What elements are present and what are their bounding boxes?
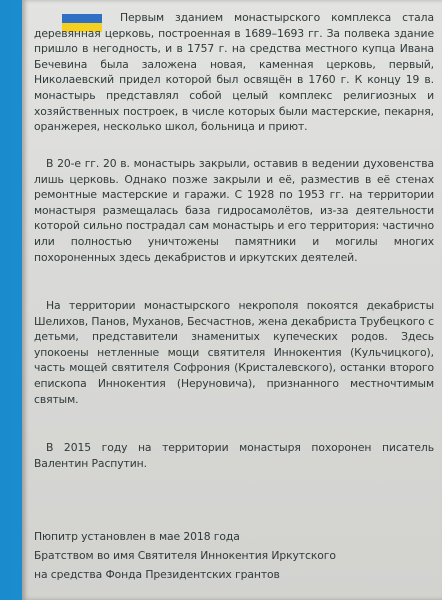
footer-line-brotherhood: Братством во имя Святителя Иннокентия Иркутского [34, 549, 336, 562]
footer-line-installed: Пюпитр установлен в мае 2018 года [34, 530, 240, 543]
paragraph-closure: В 20-е гг. 20 в. монастырь закрыли, оставив в ведении духовенства лишь церковь. Однако позже закрыли и её, разместив в её стенах ремонтные мастерские и гаражи. С 1928 по 1953 гг. на территории монастыря размещалась база гидросамолётов, из-за деятельности которой сильно пострадал сам монастырь и его территория: частично или полностью уничтожены памятники и могилы многих похороненных здесь декабристов и иркутских деятелей. [34, 157, 434, 264]
paragraph-necropolis: На территории монастырского некрополя покоятся декабристы Шелихов, Панов, Муханов, Бесчастнов, жена декабриста Трубецкого с детьми, представители знаменитых купеческих родов. Здесь упокоены нетленные мощи святителя Иннокентия (Кульчицкого), часть мощей святителя Софрония (Кристалевского), останки второго епископа Иннокентия (Неруновича), признанного местночтимым святым. [34, 299, 434, 406]
information-plaque [22, 0, 442, 600]
paragraph-history: Первым зданием монастырского комплекса стала деревянная церковь, построенная в 1689–1693 гг. За полвека здание пришло в негодность, и в 1757 г. на средства местного купца Ивана Бечевина была заложена новая, каменная церковь, первый, Николаевский придел которой был освящён в 1760 г. К концу 19 в. монастырь представлял собой целый комплекс религиозных и хозяйственных построек, в числе которых были мастерские, пекарня, оранжерея, несколько школ, больница и приют. [34, 11, 434, 134]
paragraph-rasputin: В 2015 году на территории монастыря похоронен писатель Валентин Распутин. [34, 441, 434, 470]
footer-line-grant: на средства Фонда Президентских грантов [34, 568, 280, 581]
footer-credits [34, 527, 434, 584]
